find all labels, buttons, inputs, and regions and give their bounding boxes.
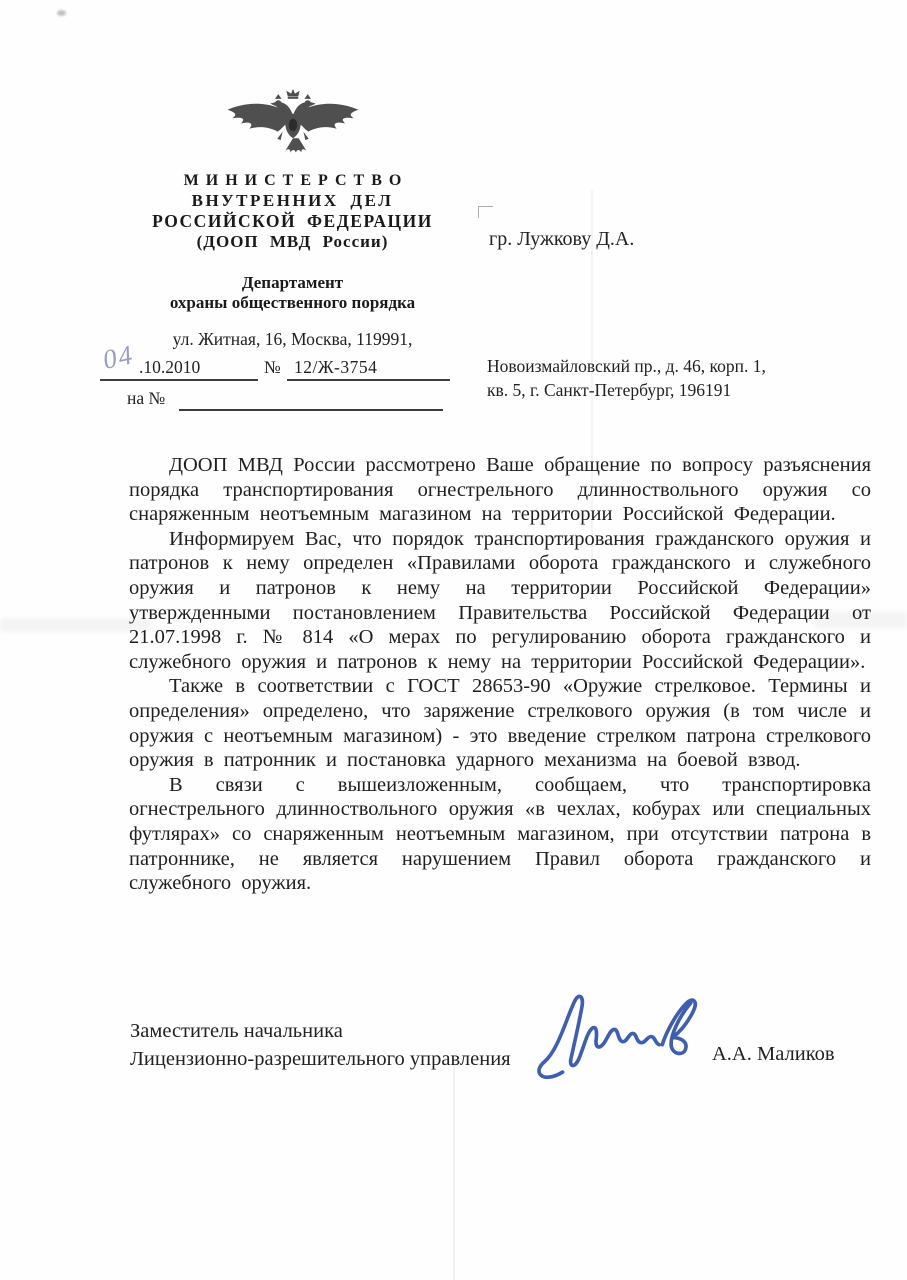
signer-name: А.А. Маликов [712, 1043, 835, 1065]
date-underline [100, 379, 258, 381]
recipient-address-line2: кв. 5, г. Санкт-Петербург, 196191 [487, 380, 732, 400]
paragraph-2: Информируем Вас, что порядок транспортирования гражданского оружия и патронов к нему определен «Правилами оборота гражданского и служебного оружия и патронов к нему на территории Российской Федерации» утвержденными постановлением Правительства Российской Федерации от 21.07.1998 г. № 814 «О мерах по регулированию оборота гражданского и служебного оружия и патронов к нему на территории Российской Федерации». [129, 527, 871, 673]
reply-underline [179, 409, 443, 411]
paragraph-4: В связи с вышеизложенным, сообщаем, что транспортировка огнестрельного длинноствольного оружия «в чехлах, кобурах или специальных футлярах» со снаряженным неотъемным магазином, при отсутствии патрона в патроннике, не является нарушением Правил оборота гражданского и служебного оружия. [129, 773, 871, 895]
ministry-name-line1: МИНИСТЕРСТВО [183, 172, 409, 189]
recipient-name: гр. Лужкову Д.А. [489, 228, 635, 250]
paragraph-3: Также в соответствии с ГОСТ 28653-90 «Оружие стрелковое. Термины и определения» определено, что заряжение стрелкового оружия (в том числе и оружия с неотъемным магазином) - это введение стрелком патрона стрелкового оружия в патронник и постановка ударного механизма на боевой взвод. [129, 675, 871, 772]
scan-fold-crease [453, 1060, 455, 1280]
scan-crease [0, 618, 150, 632]
department-line2: охраны общественного порядка [169, 292, 416, 312]
handwritten-signature-ink [528, 986, 706, 1084]
ministry-name-line3: РОССИЙСКОЙ ФЕДЕРАЦИИ [152, 210, 433, 231]
mvd-double-headed-eagle-emblem [220, 86, 366, 162]
address-corner-mark [478, 206, 493, 218]
paragraph-1: ДООП МВД России рассмотрено Ваше обращение по вопросу разъяснения порядка транспортирования огнестрельного длинноствольного оружия со снаряженным неотъемным магазином на территории Российской Федерации. [129, 454, 871, 526]
handwritten-date-day: 04 [100, 339, 137, 375]
number-sign: № [264, 357, 281, 377]
ministry-name-line2: ВНУТРЕННИХ ДЕЛ [191, 191, 394, 210]
reply-to-label: на № [127, 388, 166, 408]
outgoing-number: 12/Ж-3754 [294, 357, 378, 377]
ministry-abbrev: (ДООП МВД России) [196, 231, 389, 251]
signer-position-line1: Заместитель начальника [130, 1020, 343, 1042]
letterhead [105, 86, 480, 350]
department-line1: Департамент [241, 272, 344, 292]
sender-address: ул. Житная, 16, Москва, 119991, [172, 328, 413, 349]
date-month-year: .10.2010 [139, 357, 201, 377]
signer-position-line2: Лицензионно-разрешительного управления [130, 1048, 511, 1070]
letter-body [129, 453, 871, 896]
recipient-address-line1: Новоизмайловский пр., д. 46, корп. 1, [487, 356, 766, 376]
number-underline [287, 379, 450, 381]
scan-smudge [57, 10, 66, 16]
